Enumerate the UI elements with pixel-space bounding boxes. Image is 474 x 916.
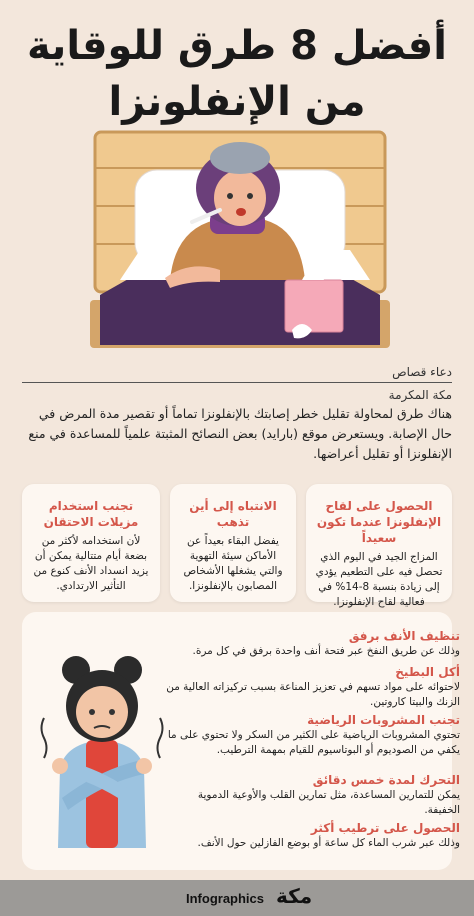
tip-more-hydration <box>160 820 460 851</box>
card-body: لأن استخدامه لأكثر من بضعة أيام متتالية يمكن أن يزيد انسداد الأنف كنوع من التأثير الارتدادي. <box>33 535 149 592</box>
tip-card-where-you-go <box>170 484 296 602</box>
tip-heading: أكل البطيخ <box>395 665 460 679</box>
tip-body: وذلك عبر شرب الماء كل ساعة أو بوضع الفازلين حول الأنف. <box>197 837 460 849</box>
tip-heading: الحصول على ترطيب أكثر <box>310 821 460 835</box>
shivering-girl-with-scarf-illustration <box>36 648 168 858</box>
makkah-logo: مكة <box>276 884 313 908</box>
tip-heading: تجنب المشروبات الرياضية <box>307 713 460 727</box>
tip-body: وذلك عن طريق النفخ عبر فتحة أنف واحدة برفق في كل مرة. <box>192 645 460 657</box>
card-body: المزاج الجيد في اليوم الذي تحصل فيه على التطعيم يؤدي إلى زيادة بنسبة 8-14% في فعالية لقاح الإنفلونزا. <box>315 551 443 608</box>
card-heading: الانتباه إلى أين تذهب <box>189 499 277 529</box>
tip-body: لاحتوائه على مواد تسهم في تعزيز المناعة بسبب تركيزاته العالية من الزنك والبيتا كاروتين. <box>166 681 460 708</box>
tip-card-decongestants <box>22 484 160 602</box>
page-title-line1: أفضل 8 طرق للوقاية <box>27 23 447 69</box>
tip-eat-watermelon <box>160 664 460 710</box>
divider <box>22 382 452 383</box>
card-heading: تجنب استخدام مزيلات الاحتقان <box>43 499 139 529</box>
footer-label: Infographics <box>186 891 265 906</box>
tip-body: يمكن للتمارين المساعدة، مثل تمارين القلب والأوعية الدموية الخفيفة. <box>197 789 460 816</box>
card-heading: الحصول على لقاح الإنفلونزا عندما تكون سعيداً <box>316 499 442 545</box>
author-name: دعاء قصاص <box>392 365 452 379</box>
tip-heading: تنظيف الأنف برفق <box>348 629 460 643</box>
page-title-line2: من الإنفلونزا <box>108 79 366 125</box>
card-body: يفضل البقاء بعيداً عن الأماكن سيئة التهوية والتي يشغلها الأشخاص المصابون بالإنفلونزا. <box>183 535 283 592</box>
tip-avoid-sports-drinks <box>160 712 460 758</box>
author-location: مكة المكرمة <box>388 388 452 402</box>
tip-card-flu-vaccine <box>306 484 452 608</box>
sick-person-in-bed-illustration <box>80 130 400 360</box>
tip-heading: التحرك لمدة خمس دقائق <box>312 773 460 787</box>
tip-gentle-nose-blowing <box>160 628 460 659</box>
tip-body: تحتوي المشروبات الرياضية على الكثير من السكر ولا تحتوي على ما يكفي من الصوديوم أو البوتاسيوم للقيام بمهمة الترطيب. <box>167 729 460 756</box>
intro-paragraph: هناك طرق لمحاولة تقليل خطر إصابتك بالإنفلونزا تماماً أو تقصير مدة المرض في حال الإصابة. ويستعرض موقع (بارايد) بعض النصائح المثبتة علمياً للمساعدة في منع الإنفلونزا أو تقليل أعراضها. <box>28 406 452 461</box>
tip-move-five-minutes <box>160 772 460 818</box>
